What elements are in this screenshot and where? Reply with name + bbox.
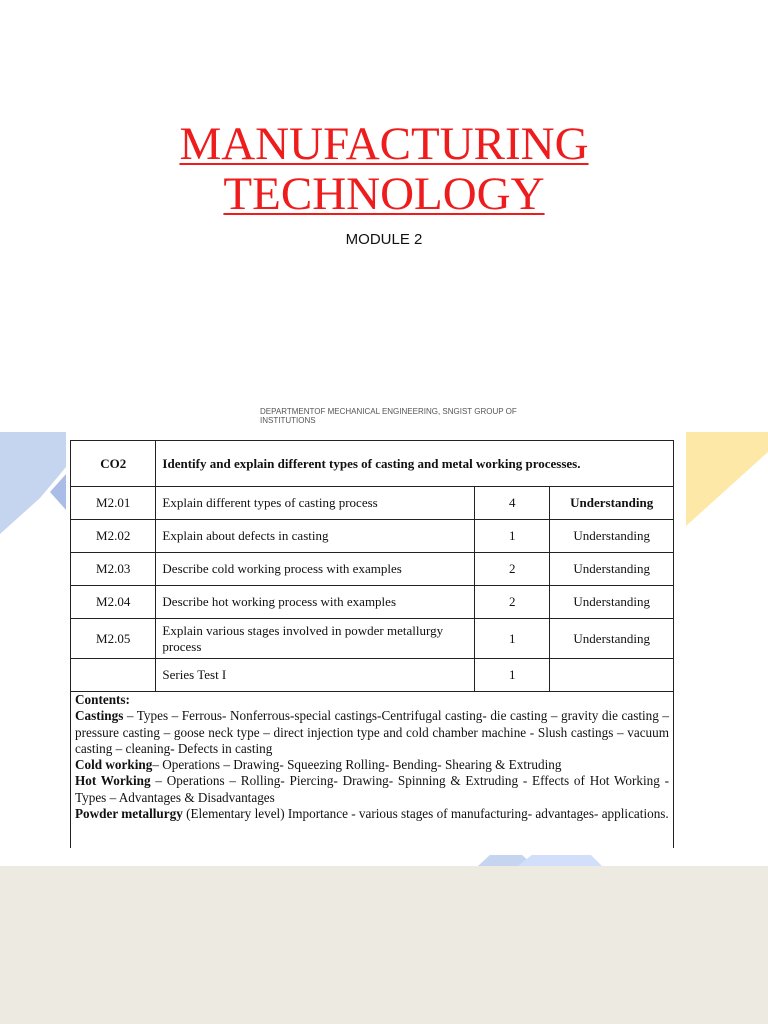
contents-section xyxy=(70,688,674,848)
title-line-2: TECHNOLOGY xyxy=(223,168,545,220)
table-row xyxy=(71,487,674,520)
row-description: Explain various stages involved in powder metallurgy process xyxy=(156,619,475,659)
syllabus-table xyxy=(70,440,674,692)
module-label: MODULE 2 xyxy=(345,231,423,248)
row-description: Series Test I xyxy=(156,659,475,692)
table-row xyxy=(71,553,674,586)
row-level: 1 xyxy=(475,520,550,553)
castings-text: – Types – Ferrous- Nonferrous-special castings-Centrifugal casting- die casting – gravity die casting – pressure casting – goose neck type – direct injection type and cold chamber machine - Slush castings – vacuum casting – cleaning- Defects in casting xyxy=(75,708,669,756)
hot-working-term: Hot Working xyxy=(75,773,151,789)
cold-working-term: Cold working xyxy=(75,757,153,773)
cold-working-text: – Operations – Drawing- Squeezing Rolling- Bending- Shearing & Extruding xyxy=(152,757,562,773)
row-code: M2.01 xyxy=(71,487,156,520)
row-level: 2 xyxy=(475,553,550,586)
row-code: M2.05 xyxy=(71,619,156,659)
row-description: Explain about defects in casting xyxy=(156,520,475,553)
row-category xyxy=(550,659,674,692)
row-level: 2 xyxy=(475,586,550,619)
co-code: CO2 xyxy=(71,441,156,487)
row-description: Explain different types of casting process xyxy=(156,487,475,520)
row-category: Understanding xyxy=(550,586,674,619)
table-row xyxy=(71,586,674,619)
powder-metallurgy-term: Powder metallurgy xyxy=(75,806,183,822)
powder-metallurgy-text: (Elementary level) Importance - various stages of manufacturing- advantages- applications. xyxy=(182,806,669,822)
footer-band xyxy=(0,866,768,1024)
row-description: Describe hot working process with examples xyxy=(156,586,475,619)
row-code xyxy=(71,659,156,692)
row-description: Describe cold working process with examples xyxy=(156,553,475,586)
row-code: M2.04 xyxy=(71,586,156,619)
decor-yellow-right xyxy=(676,432,768,528)
row-category: Understanding xyxy=(550,487,674,520)
co-description: Identify and explain different types of casting and metal working processes. xyxy=(156,441,674,487)
department-caption: DEPARTMENTOF MECHANICAL ENGINEERING, SNGIST GROUP OF INSTITUTIONS xyxy=(260,407,517,425)
castings-term: Castings xyxy=(75,708,124,724)
title-line-1: MANUFACTURING xyxy=(179,118,589,170)
table-header-row xyxy=(71,441,674,487)
table-row xyxy=(71,619,674,659)
table-row xyxy=(71,659,674,692)
row-level: 4 xyxy=(475,487,550,520)
row-level: 1 xyxy=(475,619,550,659)
contents-hot-working xyxy=(75,773,669,806)
table-row xyxy=(71,520,674,553)
row-category: Understanding xyxy=(550,553,674,586)
contents-cold-working xyxy=(75,757,669,773)
hot-working-text: – Operations – Rolling- Piercing- Drawing- Spinning & Extruding - Effects of Hot Working - Types – Advantages & Disadvantages xyxy=(75,773,669,805)
syllabus-scan xyxy=(66,435,676,855)
row-code: M2.03 xyxy=(71,553,156,586)
row-category: Understanding xyxy=(550,619,674,659)
row-category: Understanding xyxy=(550,520,674,553)
row-level: 1 xyxy=(475,659,550,692)
row-code: M2.02 xyxy=(71,520,156,553)
contents-castings xyxy=(75,708,669,757)
contents-powder-metallurgy xyxy=(75,806,669,822)
contents-heading: Contents: xyxy=(75,692,130,707)
